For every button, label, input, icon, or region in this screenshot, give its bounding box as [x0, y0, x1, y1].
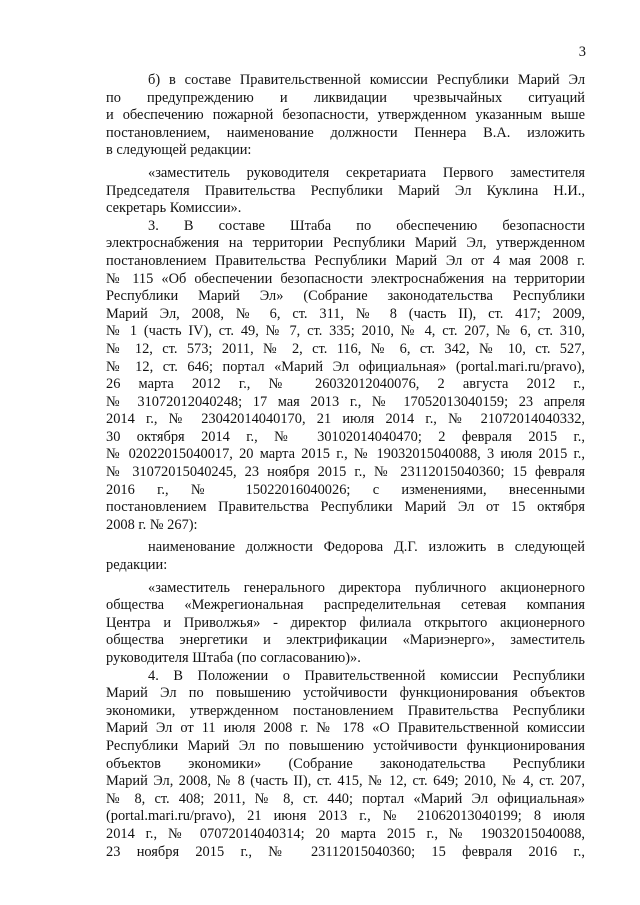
text-line: Республики Марий Эл по повышению устойчивости функционирования [106, 737, 585, 754]
text-line: б) в составе Правительственной комиссии Республики Марий Эл [148, 72, 585, 88]
text-line: электроснабжения на территории Республики Марий Эл, утвержденном [106, 235, 585, 252]
paragraph [106, 668, 585, 862]
text-line: Марий Эл по повышению устойчивости функционирования объектов [106, 685, 585, 702]
page-number: 3 [578, 44, 586, 60]
text-line: 2016 г., № 15022016040026; с изменениями, внесенными [106, 481, 585, 498]
text-line: руководителя Штаба (по согласованию)». [106, 650, 361, 666]
text-line: по предупреждению и ликвидации чрезвычайных ситуаций [106, 89, 585, 106]
text-line: 2014 г., № 07072014040314; 20 марта 2015 г., № 19032015040088, [106, 825, 585, 842]
text-line: Председателя Правительства Республики Марий Эл Куклина Н.И., [106, 182, 585, 199]
text-line: общества «Межрегиональная распределительная сетевая компания [106, 597, 585, 614]
text-line: объектов экономики» (Собрание законодательства Республики [106, 755, 585, 772]
text-line: 2008 г. № 267): [106, 516, 198, 533]
paragraph [106, 580, 585, 668]
text-line: № 115 «Об обеспечении безопасности электроснабжения на территории [106, 270, 585, 287]
text-line: № 31072012040248; 17 мая 2013 г., № 17052013040159; 23 апреля [106, 393, 585, 410]
text-line: Марий Эл от 11 июля 2008 г. № 178 «О Правительственной комиссии [106, 720, 585, 737]
text-line: постановлением Правительства Республики Марий Эл от 4 мая 2008 г. [106, 252, 585, 269]
text-line: № 12, ст. 573; 2011, № 2, ст. 116, № 6, ст. 342, № 10, ст. 527, [106, 340, 585, 357]
text-line: секретарь Комиссии». [106, 200, 242, 217]
text-line: 23 ноября 2015 г., № 23112015040360; 15 февраля 2016 г., [106, 843, 585, 860]
paragraph [106, 165, 585, 218]
text-line: общества энергетики и электрификации «Мариэнерго», заместитель [106, 632, 585, 649]
text-line: «заместитель руководителя секретариата Первого заместителя [148, 164, 585, 181]
text-line: Марий Эл, 2008, № 6, ст. 311, № 8 (часть II), ст. 417; 2009, [106, 305, 585, 322]
text-line: № 1 (часть IV), ст. 49, № 7, ст. 335; 2010, № 4, ст. 207, № 6, ст. 310, [106, 323, 585, 340]
paragraph [106, 72, 585, 160]
text-line: постановлением Правительства Республики Марий Эл от 15 октября [106, 499, 585, 516]
text-line: в следующей редакции: [106, 142, 252, 159]
text-line: № 8, ст. 408; 2011, № 8, ст. 440; портал «Марий Эл официальная» [106, 790, 585, 807]
text-line: Центра и Приволжья» - директор филиала открытого акционерного [106, 614, 585, 631]
text-line: Республики Марий Эл» (Собрание законодательства Республики [106, 288, 585, 305]
text-line: № 12, ст. 646; портал «Марий Эл официальная» (portal.mari.ru/pravo), [106, 358, 585, 375]
text-line: 4. В Положении о Правительственной комиссии Республики [148, 667, 585, 684]
text-line: редакции: [106, 557, 168, 574]
paragraph [106, 539, 585, 574]
text-line: 2014 г., № 23042014040170, 21 июля 2014 г., № 21072014040332, [106, 411, 585, 428]
text-line: № 02022015040017, 20 марта 2015 г., № 19032015040088, 3 июля 2015 г., [106, 446, 585, 463]
paragraph [106, 218, 585, 535]
text-line: 30 октября 2014 г., № 30102014040470; 2 февраля 2015 г., [106, 428, 585, 445]
text-line: «заместитель генерального директора публичного акционерного [148, 579, 585, 596]
document-body [106, 72, 585, 861]
text-line: 26 марта 2012 г., № 26032012040076, 2 августа 2012 г., [106, 376, 585, 393]
text-line: 3. В составе Штаба по обеспечению безопасности [148, 217, 585, 234]
text-line: № 31072015040245, 23 ноября 2015 г., № 23112015040360; 15 февраля [106, 464, 585, 481]
text-line: постановлением, наименование должности Пеннера В.А. изложить [106, 124, 585, 141]
text-line: наименование должности Федорова Д.Г. изложить в следующей [148, 539, 585, 556]
text-line: и обеспечению пожарной безопасности, утвержденном указанным выше [106, 107, 585, 124]
text-line: (portal.mari.ru/pravo), 21 июня 2013 г., № 21062013040199; 8 июля [106, 808, 585, 825]
text-line: Марий Эл, 2008, № 8 (часть II), ст. 415, № 12, ст. 649; 2010, № 4, ст. 207, [106, 773, 585, 790]
text-line: экономики, утвержденном постановлением Правительства Республики [106, 702, 585, 719]
